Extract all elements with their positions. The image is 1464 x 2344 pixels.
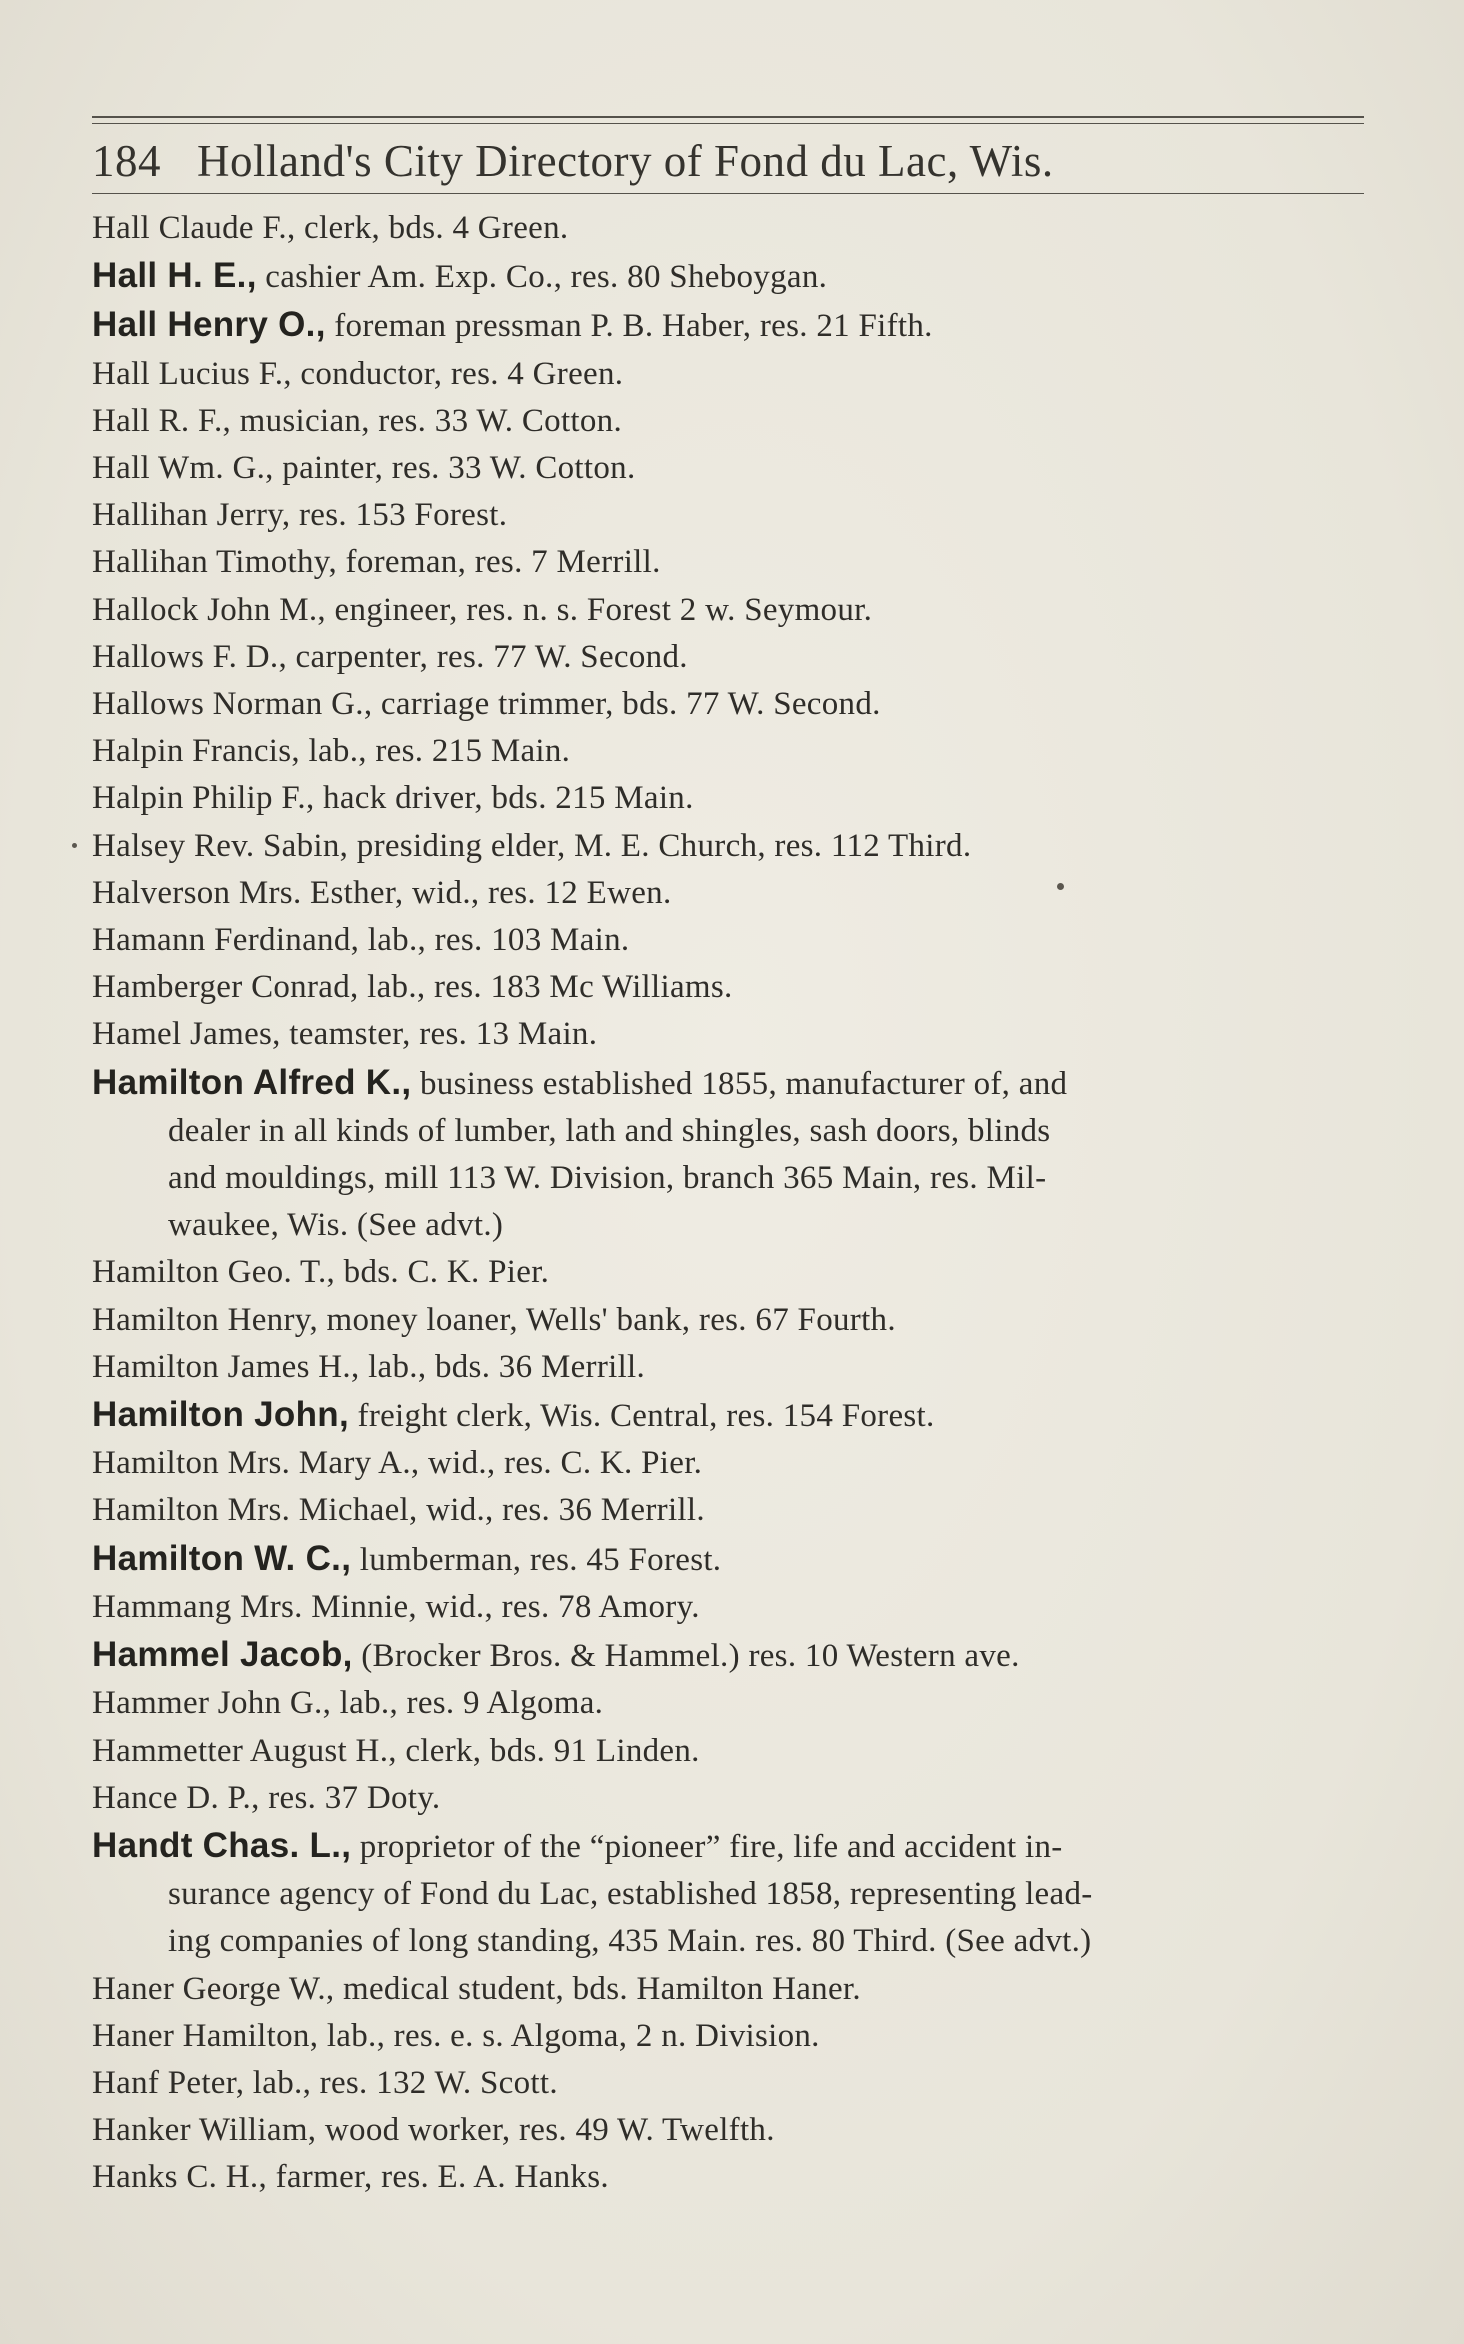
directory-entry bbox=[92, 351, 1372, 398]
entry-first-line bbox=[92, 1059, 1372, 1108]
entry-name: Hamilton James H. bbox=[92, 1348, 351, 1385]
entry-details: , medical student, bds. Hamilton Haner. bbox=[325, 1970, 861, 2007]
directory-entry bbox=[92, 775, 1372, 822]
entry-first-line bbox=[92, 728, 1372, 775]
entry-details: business established 1855, manufacturer of, and bbox=[411, 1065, 1068, 1102]
entry-first-line bbox=[92, 1487, 1372, 1534]
entry-details: , farmer, res. E. A. Hanks. bbox=[258, 2159, 609, 2196]
directory-entry bbox=[92, 1440, 1372, 1487]
page-number: 184 bbox=[92, 136, 161, 186]
directory-entry bbox=[92, 1775, 1372, 1822]
directory-entry bbox=[92, 1966, 1372, 2013]
entry-first-line bbox=[92, 775, 1372, 822]
directory-entries bbox=[92, 205, 1372, 2202]
directory-entry bbox=[92, 205, 1372, 252]
entry-name: Hanks C. H. bbox=[92, 2159, 259, 2196]
entry-first-line bbox=[92, 492, 1372, 539]
entry-details: , wid., res. 36 Merrill. bbox=[409, 1492, 705, 1529]
entry-name: Hallock John M. bbox=[92, 591, 318, 628]
entry-details: , conductor, res. 4 Green. bbox=[283, 355, 624, 392]
entry-name: Hamilton Alfred K., bbox=[92, 1062, 412, 1102]
entry-first-line bbox=[92, 2060, 1372, 2107]
directory-entry bbox=[92, 1631, 1372, 1680]
entry-details: ing companies of long standing, 435 Main. res. 80 Third. (See advt.) bbox=[168, 1923, 1092, 1960]
directory-entry bbox=[92, 587, 1372, 634]
entry-details: dealer in all kinds of lumber, lath and shingles, sash doors, blinds bbox=[168, 1112, 1051, 1149]
directory-entry bbox=[92, 1059, 1372, 1250]
entry-details: , lab., res. 103 Main. bbox=[350, 922, 630, 959]
entry-name: Haner Hamilton bbox=[92, 2017, 310, 2054]
entry-details: , teamster, res. 13 Main. bbox=[272, 1016, 598, 1053]
entry-name: Hance D. P. bbox=[92, 1779, 252, 1816]
entry-name: Hallihan Timothy bbox=[92, 544, 329, 581]
entry-first-line bbox=[92, 1249, 1372, 1296]
entry-first-line bbox=[92, 964, 1372, 1011]
directory-entry bbox=[92, 2013, 1372, 2060]
directory-entry bbox=[92, 1344, 1372, 1391]
entry-details: , lab., res. 183 Mc Williams. bbox=[350, 969, 733, 1006]
entry-name: Hammetter August H. bbox=[92, 1732, 389, 1769]
entry-details: , bds. C. K. Pier. bbox=[326, 1254, 550, 1291]
entry-details: , lab., res. 132 W. Scott. bbox=[235, 2064, 558, 2101]
directory-entry bbox=[92, 1680, 1372, 1727]
page-header bbox=[92, 128, 1272, 194]
entry-details: , money loaner, Wells' bank, res. 67 Fourth. bbox=[309, 1301, 896, 1338]
directory-entry bbox=[92, 1487, 1372, 1534]
entry-name: Hammer John G. bbox=[92, 1685, 323, 1722]
directory-entry bbox=[92, 1584, 1372, 1631]
entry-name: Halpin Philip F. bbox=[92, 780, 306, 817]
entry-name: Hamilton Henry bbox=[92, 1301, 310, 1338]
entry-first-line bbox=[92, 1966, 1372, 2013]
entry-first-line bbox=[92, 1535, 1372, 1584]
entry-name: Hall Henry O., bbox=[92, 305, 326, 345]
entry-first-line bbox=[92, 2107, 1372, 2154]
entry-first-line bbox=[92, 1440, 1372, 1487]
header-rule bbox=[92, 193, 1364, 194]
directory-entry bbox=[92, 823, 1372, 870]
directory-entry bbox=[92, 1535, 1372, 1584]
entry-details: , clerk, bds. 91 Linden. bbox=[388, 1732, 700, 1769]
entry-details: and mouldings, mill 113 W. Division, branch 365 Main, res. Mil- bbox=[168, 1160, 1047, 1197]
entry-continuation-line bbox=[92, 1202, 1372, 1249]
entry-details: , lab., bds. 36 Merrill. bbox=[350, 1348, 646, 1385]
directory-entry bbox=[92, 445, 1372, 492]
entry-details: , engineer, res. n. s. Forest 2 w. Seymour. bbox=[317, 591, 873, 628]
entry-name: Halverson Mrs. Esther bbox=[92, 874, 395, 911]
entry-first-line bbox=[92, 1680, 1372, 1727]
entry-details: , lab., res. e. s. Algoma, 2 n. Division. bbox=[309, 2017, 820, 2054]
directory-entry bbox=[92, 2154, 1372, 2201]
entry-details: proprietor of the “pioneer” fire, life and accident in- bbox=[351, 1828, 1063, 1865]
entry-first-line bbox=[92, 351, 1372, 398]
entry-name: Hamilton Mrs. Mary A. bbox=[92, 1445, 411, 1482]
entry-details: , clerk, bds. 4 Green. bbox=[286, 210, 569, 246]
entry-name: Hallows F. D. bbox=[92, 638, 279, 675]
directory-entry bbox=[92, 917, 1372, 964]
entry-name: Halsey Rev. Sabin bbox=[92, 827, 340, 864]
entry-details: , carpenter, res. 77 W. Second. bbox=[278, 638, 688, 675]
directory-entry bbox=[92, 1249, 1372, 1296]
entry-details: , res. 153 Forest. bbox=[281, 497, 508, 534]
entry-name: Hall H. E., bbox=[92, 256, 257, 296]
entry-first-line bbox=[92, 1344, 1372, 1391]
entry-first-line bbox=[92, 2013, 1372, 2060]
entry-details: , presiding elder, M. E. Church, res. 112 Third. bbox=[339, 827, 972, 864]
directory-entry bbox=[92, 1822, 1372, 1966]
directory-entry bbox=[92, 1011, 1372, 1058]
entry-first-line bbox=[92, 1631, 1372, 1680]
entry-first-line bbox=[92, 1584, 1372, 1631]
entry-name: Hammel Jacob, bbox=[92, 1635, 353, 1675]
entry-continuation-line bbox=[92, 1155, 1372, 1202]
entry-first-line bbox=[92, 681, 1372, 728]
entry-name: Hanker William bbox=[92, 2112, 308, 2149]
entry-first-line bbox=[92, 1822, 1372, 1871]
entry-name: Hamann Ferdinand bbox=[92, 922, 351, 959]
entry-continuation-line bbox=[92, 1108, 1372, 1155]
entry-name: Hamilton Mrs. Michael bbox=[92, 1492, 409, 1529]
entry-name: Hallows Norman G. bbox=[92, 686, 364, 723]
entry-first-line bbox=[92, 587, 1372, 634]
entry-first-line bbox=[92, 1297, 1372, 1344]
entry-first-line bbox=[92, 1011, 1372, 1058]
entry-name: Hammang Mrs. Minnie bbox=[92, 1588, 409, 1625]
entry-name: Handt Chas. L., bbox=[92, 1825, 352, 1865]
entry-details: foreman pressman P. B. Haber, res. 21 Fifth. bbox=[325, 308, 933, 345]
entry-details: , wid., res. C. K. Pier. bbox=[410, 1445, 703, 1482]
entry-name: Hanf Peter bbox=[92, 2064, 236, 2101]
directory-entry bbox=[92, 634, 1372, 681]
print-speck bbox=[72, 843, 77, 848]
entry-first-line bbox=[92, 301, 1372, 350]
entry-name: Hall Wm. G. bbox=[92, 450, 266, 487]
entry-details: , wid., res. 12 Ewen. bbox=[394, 874, 672, 911]
entry-first-line bbox=[92, 398, 1372, 445]
entry-details: , foreman, res. 7 Merrill. bbox=[328, 544, 661, 581]
directory-entry bbox=[92, 1391, 1372, 1440]
entry-first-line bbox=[92, 634, 1372, 681]
directory-entry bbox=[92, 870, 1372, 917]
entry-first-line bbox=[92, 1391, 1372, 1440]
entry-name: Hamilton Geo. T. bbox=[92, 1254, 327, 1291]
entry-first-line bbox=[92, 917, 1372, 964]
directory-entry bbox=[92, 398, 1372, 445]
entry-details: , wood worker, res. 49 W. Twelfth. bbox=[307, 2112, 775, 2149]
entry-name: Hamilton W. C., bbox=[92, 1538, 352, 1578]
entry-details: , carriage trimmer, bds. 77 W. Second. bbox=[363, 686, 881, 723]
directory-entry bbox=[92, 1728, 1372, 1775]
directory-entry bbox=[92, 681, 1372, 728]
entry-details: cashier Am. Exp. Co., res. 80 Sheboygan. bbox=[256, 259, 828, 296]
entry-name: Hall Claude F. bbox=[92, 210, 287, 246]
entry-name: Hall R. F. bbox=[92, 402, 223, 439]
entry-details: , wid., res. 78 Amory. bbox=[408, 1588, 700, 1625]
entry-name: Haner George W. bbox=[92, 1970, 326, 2007]
entry-details: waukee, Wis. (See advt.) bbox=[168, 1207, 504, 1244]
entry-first-line bbox=[92, 445, 1372, 492]
directory-entry bbox=[92, 301, 1372, 350]
entry-first-line bbox=[92, 1775, 1372, 1822]
entry-details: (Brocker Bros. & Hammel.) res. 10 Western ave. bbox=[352, 1638, 1020, 1675]
entry-details: lumberman, res. 45 Forest. bbox=[351, 1541, 722, 1578]
entry-first-line bbox=[92, 252, 1372, 301]
page-title: Holland's City Directory of Fond du Lac, Wis. bbox=[197, 136, 1054, 186]
entry-name: Hamilton John, bbox=[92, 1395, 349, 1435]
entry-details: surance agency of Fond du Lac, established 1858, representing lead- bbox=[168, 1876, 1093, 1913]
entry-details: , lab., res. 215 Main. bbox=[291, 733, 571, 770]
print-speck bbox=[1057, 883, 1064, 890]
entry-first-line bbox=[92, 205, 1372, 252]
entry-name: Hamberger Conrad bbox=[92, 969, 351, 1006]
directory-entry bbox=[92, 2060, 1372, 2107]
directory-entry bbox=[92, 252, 1372, 301]
entry-first-line bbox=[92, 1728, 1372, 1775]
entry-details: , hack driver, bds. 215 Main. bbox=[305, 780, 694, 817]
entry-details: , res. 37 Doty. bbox=[251, 1779, 441, 1816]
entry-name: Hall Lucius F. bbox=[92, 355, 284, 392]
directory-entry bbox=[92, 1297, 1372, 1344]
top-double-rule bbox=[92, 116, 1364, 124]
entry-continuation-line bbox=[92, 1918, 1372, 1965]
entry-first-line bbox=[92, 870, 1372, 917]
directory-entry bbox=[92, 492, 1372, 539]
entry-name: Halpin Francis bbox=[92, 733, 292, 770]
entry-details: , musician, res. 33 W. Cotton. bbox=[222, 402, 623, 439]
entry-details: , painter, res. 33 W. Cotton. bbox=[265, 450, 636, 487]
entry-continuation-line bbox=[92, 1871, 1372, 1918]
entry-first-line bbox=[92, 539, 1372, 586]
entry-name: Hallihan Jerry bbox=[92, 497, 282, 534]
directory-entry bbox=[92, 964, 1372, 1011]
entry-first-line bbox=[92, 2154, 1372, 2201]
directory-entry bbox=[92, 728, 1372, 775]
entry-details: , lab., res. 9 Algoma. bbox=[322, 1685, 604, 1722]
directory-entry bbox=[92, 539, 1372, 586]
entry-name: Hamel James bbox=[92, 1016, 273, 1053]
directory-entry bbox=[92, 2107, 1372, 2154]
entry-details: freight clerk, Wis. Central, res. 154 Forest. bbox=[348, 1398, 935, 1435]
entry-first-line bbox=[92, 823, 1372, 870]
